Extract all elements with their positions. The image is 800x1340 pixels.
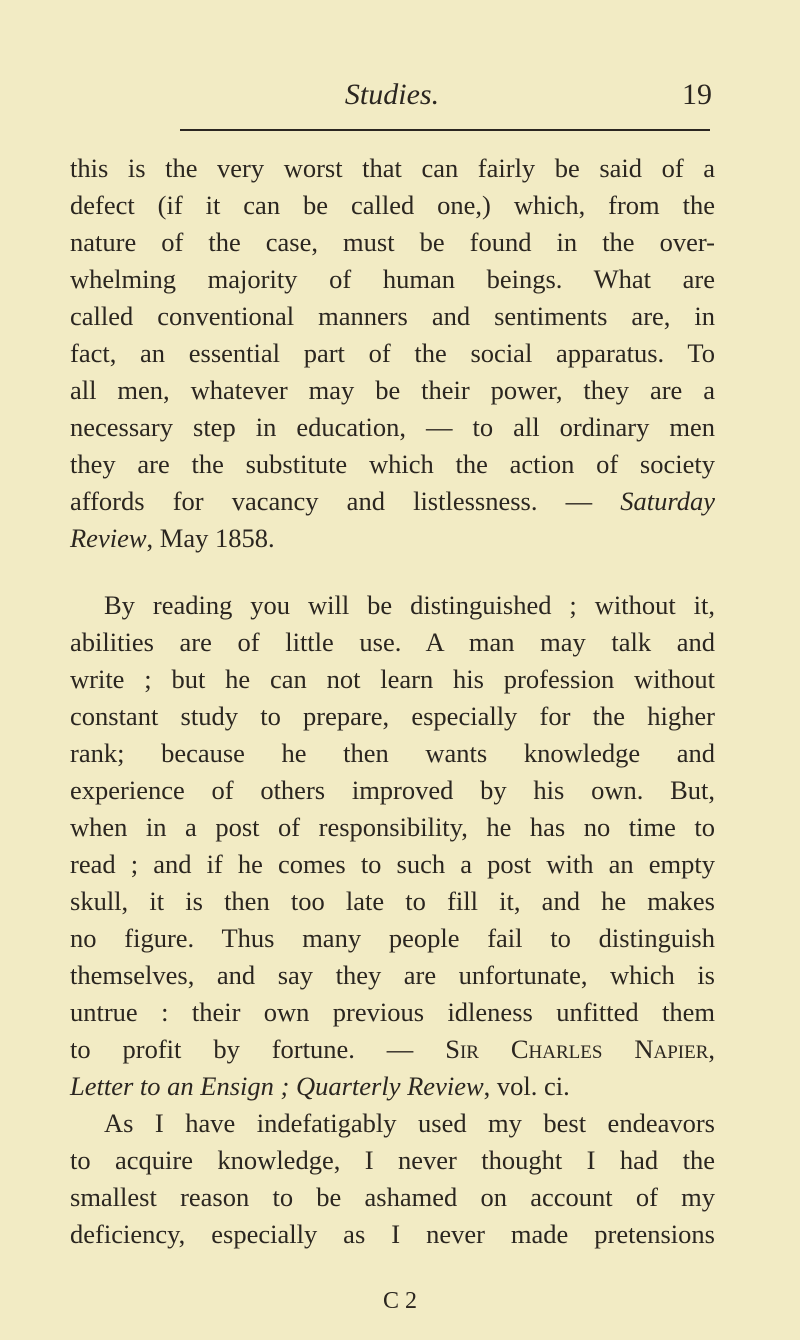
source-publication-cont: Review <box>70 523 147 553</box>
text-line: called conventional manners and sentiments are, in <box>70 301 715 331</box>
text-line: rank; because he then wants knowledge and <box>70 738 715 768</box>
source-author: Sir Charles Napier, <box>445 1034 715 1064</box>
text-line: this is the very worst that can fairly be said of a <box>70 153 715 183</box>
source-date: , May 1858. <box>146 523 275 553</box>
text-line: when in a post of responsibility, he has no time to <box>70 812 715 842</box>
text-line: read ; and if he comes to such a post with an empty <box>70 849 715 879</box>
text-line: fact, an essential part of the social apparatus. To <box>70 338 715 368</box>
text-line: experience of others improved by his own. But, <box>70 775 715 805</box>
source-journal: Quarterly Review <box>295 1071 484 1101</box>
text-line <box>70 520 715 557</box>
text-line <box>70 1068 715 1105</box>
source-work: Letter to an Ensign ; <box>70 1071 290 1101</box>
text-line: themselves, and say they are unfortunate, which is <box>70 960 715 990</box>
paragraph-gap <box>70 557 715 587</box>
page-number: 19 <box>682 78 712 111</box>
source-volume: , vol. ci. <box>483 1071 570 1101</box>
text-fragment: to profit by fortune. — <box>70 1034 446 1064</box>
text-line: whelming majority of human beings. What are <box>70 264 715 294</box>
text-line: no figure. Thus many people fail to distinguish <box>70 923 715 953</box>
text-fragment: affords for vacancy and listlessness. — <box>70 486 621 516</box>
header-rule <box>180 129 710 131</box>
text-line <box>70 483 715 520</box>
text-line: By reading you will be distinguished ; without it, <box>104 590 715 620</box>
text-line: smallest reason to be ashamed on account of my <box>70 1182 715 1212</box>
text-line: untrue : their own previous idleness unfitted them <box>70 997 715 1027</box>
text-line: nature of the case, must be found in the over- <box>70 227 715 257</box>
body-text <box>70 150 715 1253</box>
text-line: skull, it is then too late to fill it, and he makes <box>70 886 715 916</box>
running-title: Studies. <box>344 78 440 111</box>
text-line: abilities are of little use. A man may talk and <box>70 627 715 657</box>
source-publication: Saturday <box>620 486 715 516</box>
text-line: write ; but he can not learn his profession without <box>70 664 715 694</box>
text-line: defect (if it can be called one,) which, from the <box>70 190 715 220</box>
text-line: to acquire knowledge, I never thought I had the <box>70 1145 715 1175</box>
text-line: deficiency, especially as I never made pretensions <box>70 1219 715 1249</box>
text-line <box>70 1031 715 1068</box>
text-line: they are the substitute which the action of society <box>70 449 715 479</box>
text-line: As I have indefatigably used my best endeavors <box>104 1108 715 1138</box>
page-header <box>72 78 712 118</box>
signature-mark: C 2 <box>382 1288 417 1314</box>
text-line: constant study to prepare, especially for the higher <box>70 701 715 731</box>
text-line: necessary step in education, — to all ordinary men <box>70 412 715 442</box>
text-line: all men, whatever may be their power, they are a <box>70 375 715 405</box>
